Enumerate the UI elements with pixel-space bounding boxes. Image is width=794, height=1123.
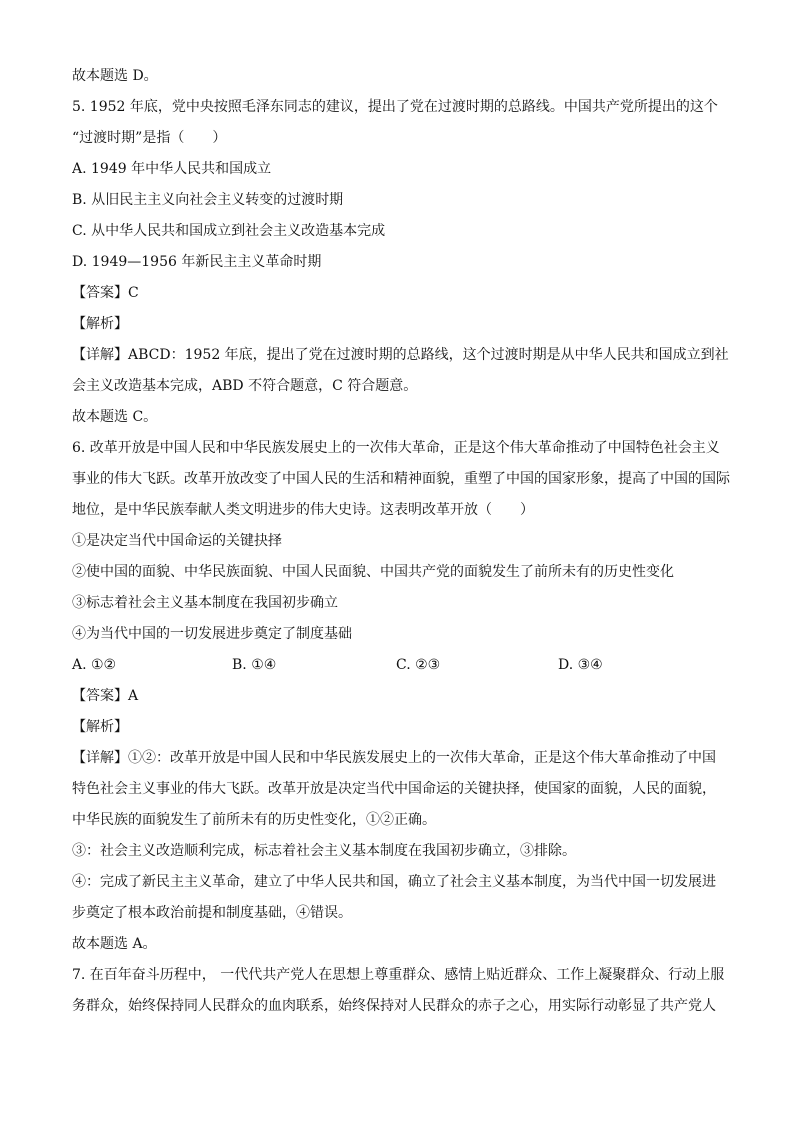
q6-option-c: C. ②③ bbox=[396, 657, 441, 673]
statement-2: ②使中国的面貌、中华民族面貌、中国人民面貌、中国共产党的面貌发生了前所未有的历史性变化 bbox=[72, 564, 674, 580]
statement-4: ④为当代中国的一切发展进步奠定了制度基础 bbox=[72, 626, 352, 642]
analysis-label: 【解析】 bbox=[72, 316, 128, 332]
text-line: 故本题选 D。 bbox=[72, 68, 158, 84]
detail-text: 【详解】①②：改革开放是中国人民和中华民族发展史上的一次伟大革命，正是这个伟大革命推动了中国 bbox=[72, 750, 716, 766]
question-6-stem: 事业的伟大飞跃。改革开放改变了中国人民的生活和精神面貌，重塑了中国的国家形象，提高了中国的国际 bbox=[72, 471, 730, 487]
question-6-stem: 6. 改革开放是中国人民和中华民族发展史上的一次伟大革命，正是这个伟大革命推动了中国特色社会主义 bbox=[72, 440, 720, 456]
question-7-stem: 务群众，始终保持同人民群众的血肉联系，始终保持对人民群众的赤子之心，用实际行动彰显了共产党人 bbox=[72, 998, 716, 1014]
detail-text: 特色社会主义事业的伟大飞跃。改革开放是决定当代中国命运的关键抉择，使国家的面貌，人民的面貌， bbox=[72, 781, 716, 797]
q6-option-b: B. ①④ bbox=[232, 657, 277, 673]
statement-3: ③标志着社会主义基本制度在我国初步确立 bbox=[72, 595, 338, 611]
option-a: A. 1949 年中华人民共和国成立 bbox=[72, 161, 272, 177]
conclusion-text: 故本题选 C。 bbox=[72, 409, 158, 425]
q6-option-d: D. ③④ bbox=[558, 657, 603, 673]
option-c: C. 从中华人民共和国成立到社会主义改造基本完成 bbox=[72, 223, 386, 239]
detail-text: 【详解】ABCD：1952 年底，提出了党在过渡时期的总路线，这个过渡时期是从中华人民共和国成立到社 bbox=[72, 347, 729, 363]
option-d: D. 1949—1956 年新民主主义革命时期 bbox=[72, 254, 322, 270]
q6-option-a: A. ①② bbox=[72, 657, 117, 673]
question-6-stem: 地位，是中华民族奉献人类文明进步的伟大史诗。这表明改革开放（ ） bbox=[72, 502, 534, 518]
statement-1: ①是决定当代中国命运的关键抉择 bbox=[72, 533, 282, 549]
question-5-stem: 5. 1952 年底，党中央按照毛泽东同志的建议，提出了党在过渡时期的总路线。中国共产党所提出的这个 bbox=[72, 99, 718, 115]
answer-label: 【答案】C bbox=[72, 285, 139, 301]
option-b: B. 从旧民主主义向社会主义转变的过渡时期 bbox=[72, 192, 344, 208]
detail-text: ③：社会主义改造顺利完成，标志着社会主义基本制度在我国初步确立，③排除。 bbox=[72, 843, 576, 859]
detail-text: ④：完成了新民主主义革命，建立了中华人民共和国，确立了社会主义基本制度，为当代中国一切发展进 bbox=[72, 874, 716, 890]
analysis-label: 【解析】 bbox=[72, 719, 128, 735]
detail-text: 中华民族的面貌发生了前所未有的历史性变化，①②正确。 bbox=[72, 812, 436, 828]
conclusion-text: 故本题选 A。 bbox=[72, 936, 157, 952]
detail-text: 会主义改造基本完成，ABD 不符合题意，C 符合题意。 bbox=[72, 378, 418, 394]
question-5-stem: “过渡时期”是指（ ） bbox=[72, 130, 227, 146]
detail-text: 步奠定了根本政治前提和制度基础，④错误。 bbox=[72, 905, 352, 921]
question-7-stem: 7. 在百年奋斗历程中， 一代代共产党人在思想上尊重群众、感情上贴近群众、工作上凝聚群众、行动上服 bbox=[72, 967, 725, 983]
answer-label: 【答案】A bbox=[72, 688, 139, 704]
